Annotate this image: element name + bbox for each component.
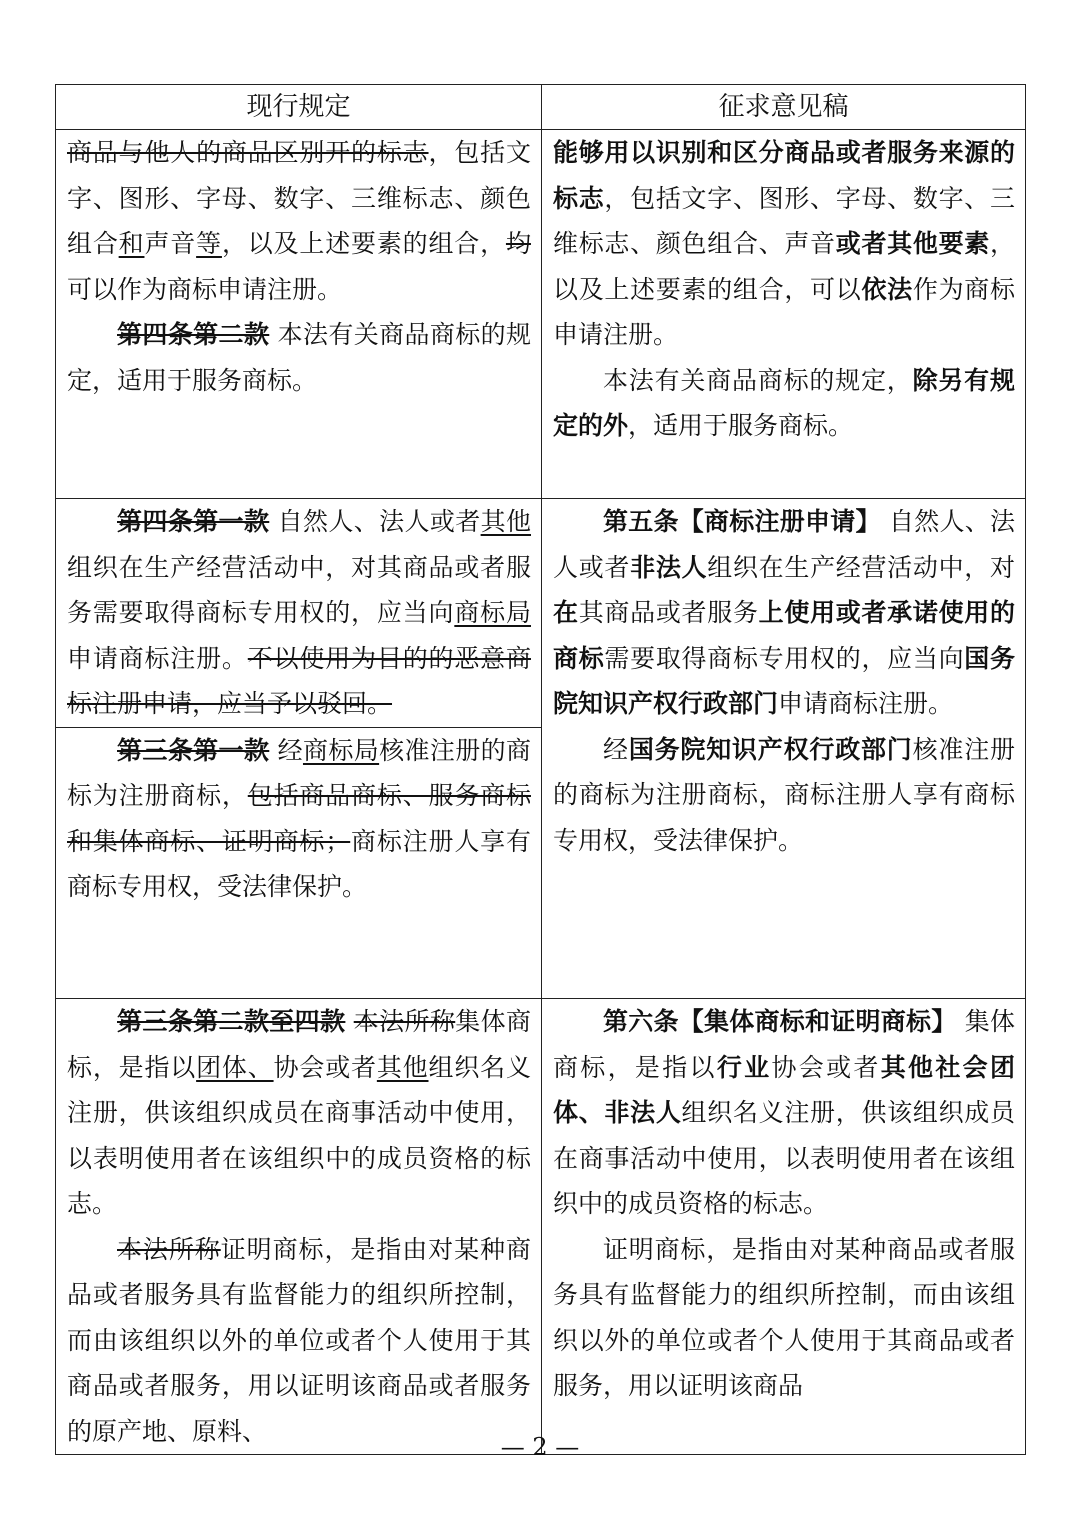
draft-cell [542, 999, 1026, 1455]
draft-cell [542, 499, 1026, 999]
text-run: 自然人、法人或者 [269, 507, 481, 536]
text-run: 团体、 [196, 1052, 274, 1082]
text-run: 第四条第一款 [117, 507, 270, 536]
text-run: 本法所称 [117, 1234, 221, 1264]
table-row [56, 499, 1026, 999]
text-run: 第三条第二款至四款 [117, 1007, 346, 1036]
text-run: 协会或者 [771, 1052, 881, 1082]
text-run: 行业 [716, 1052, 772, 1082]
text-run: 非法人 [630, 552, 708, 582]
text-run: 组织在生产经营活动中，对其商品或者服务需要取得商标专用权的，应当向 [67, 552, 531, 627]
current-rules-cell [56, 499, 542, 999]
paragraph [553, 358, 1015, 449]
text-run: ，以及上述要素的组合， [221, 229, 506, 258]
text-run: 其他社会团体、非法人 [553, 1052, 1015, 1127]
table-header-row [56, 85, 1026, 130]
text-run: 自然人、法人或者 [553, 507, 1015, 582]
table-row [56, 130, 1026, 499]
text-run: 除另有规定的外 [553, 365, 1015, 440]
text-run: 本法所称 [353, 1007, 456, 1036]
text-run: 组织名义注册，供该组织成员在商事活动中使用，以表明使用者在该组织中的成员资格的标志。 [553, 1098, 1015, 1218]
paragraph [67, 728, 531, 910]
text-run: 组织在生产经营活动中，对 [707, 552, 1015, 582]
text-run: 核准注册的商标为注册商标， [67, 735, 531, 810]
text-run: 等 [196, 229, 222, 258]
paragraph [67, 1227, 531, 1455]
text-run: 或者其他要素 [835, 229, 990, 258]
text-run: 包括商品商标、服务商标和集体商标、证明商标； [67, 781, 531, 856]
text-run: 均 [505, 229, 531, 258]
text-run: 经 [603, 734, 629, 764]
paragraph [67, 130, 531, 312]
text-run: 和 [118, 229, 145, 258]
text-run: 商标局 [302, 735, 380, 765]
text-run: 商标注册人享有商标专用权，受法律保护。 [67, 826, 531, 901]
current-rules-cell [56, 999, 542, 1455]
text-run: 核准注册的商标为注册商标，商标注册人享有商标专用权，受法律保护。 [553, 734, 1015, 855]
text-run: 第五条【商标注册申请】 [603, 507, 881, 536]
text-run: 集体商标，是指以 [553, 1007, 1015, 1082]
text-run: 证明商标，是指由对某种商品或者服务具有监督能力的组织所控制，而由该组织以外的单位或者个人使用于其商品或者服务，用以证明该商品 [553, 1234, 1015, 1400]
text-run: 作为商标申请注册。 [553, 274, 1015, 349]
text-run: 第四条第二款 [117, 320, 270, 349]
text-run: 需要取得商标专用权的，应当向 [604, 643, 965, 673]
text-run: ，以及上述要素的组合，可以 [553, 229, 1015, 304]
text-run: 上使用或者承诺使用的商标 [553, 598, 1015, 673]
text-run: 申请商标注册。 [778, 689, 954, 718]
text-run: 经 [269, 735, 303, 765]
text-run: ，包括文字、图形、字母、数字、三维标志、颜色组合 [67, 138, 531, 258]
text-run: 不以使用为目的的恶意商标注册申请，应当予以驳回。 [67, 643, 531, 718]
text-run: ，适用于服务商标。 [628, 411, 854, 440]
text-run: 其他 [376, 1052, 429, 1082]
paragraph [553, 130, 1015, 358]
text-run: 证明商标，是指由对某种商品或者服务具有监督能力的组织所控制，而由该组织以外的单位或者个人使用于其商品或者服务，用以证明该商品或者服务的原产地、原料、 [67, 1234, 531, 1446]
inner-divider [56, 727, 541, 910]
page-number: — 2 — [500, 1433, 580, 1461]
text-run: 第六条【集体商标和证明商标】 [603, 1007, 957, 1036]
text-run: 其他 [480, 507, 531, 536]
text-run: 依法 [861, 274, 913, 304]
text-run: 商品与他人的商品区别开的标志 [67, 138, 429, 167]
table-row [56, 999, 1026, 1455]
paragraph [553, 727, 1015, 864]
text-run: 商标局 [454, 598, 531, 627]
text-run: 本法有关商品商标的规定， [603, 365, 913, 395]
text-run [345, 1007, 353, 1036]
paragraph [67, 999, 531, 1227]
current-rules-cell [56, 130, 542, 499]
text-run: 集体商标，是指以 [67, 1007, 531, 1082]
text-run: 国务院知识产权行政部门 [553, 643, 1015, 718]
header-current-rules: 现行规定 [56, 85, 542, 130]
paragraph [553, 1227, 1015, 1409]
text-run: 国务院知识产权行政部门 [628, 734, 913, 764]
draft-cell [542, 130, 1026, 499]
text-run: 申请商标注册。 [67, 643, 248, 673]
text-run: 在 [553, 598, 579, 627]
text-run: 其商品或者服务 [578, 598, 759, 627]
paragraph [67, 312, 531, 403]
text-run: 第三条第一款 [117, 735, 270, 765]
paragraph [67, 499, 531, 727]
text-run: 协会或者 [273, 1052, 377, 1082]
comparison-table [55, 84, 1026, 1455]
text-run: 可以作为商标申请注册。 [67, 274, 343, 304]
paragraph [553, 499, 1015, 727]
text-run: ，包括文字、图形、字母、数字、三维标志、颜色组合、声音 [553, 183, 1015, 258]
text-run: 组织名义注册，供该组织成员在商事活动中使用，以表明使用者在该组织中的成员资格的标志。 [67, 1052, 531, 1218]
text-run: 本法有关商品商标的规定，适用于服务商标。 [67, 320, 531, 395]
header-draft-for-comment: 征求意见稿 [542, 85, 1026, 130]
text-run: 声音 [144, 229, 197, 258]
text-run: 能够用以识别和区分商品或者服务来源的标志 [553, 138, 1015, 213]
paragraph [553, 999, 1015, 1227]
